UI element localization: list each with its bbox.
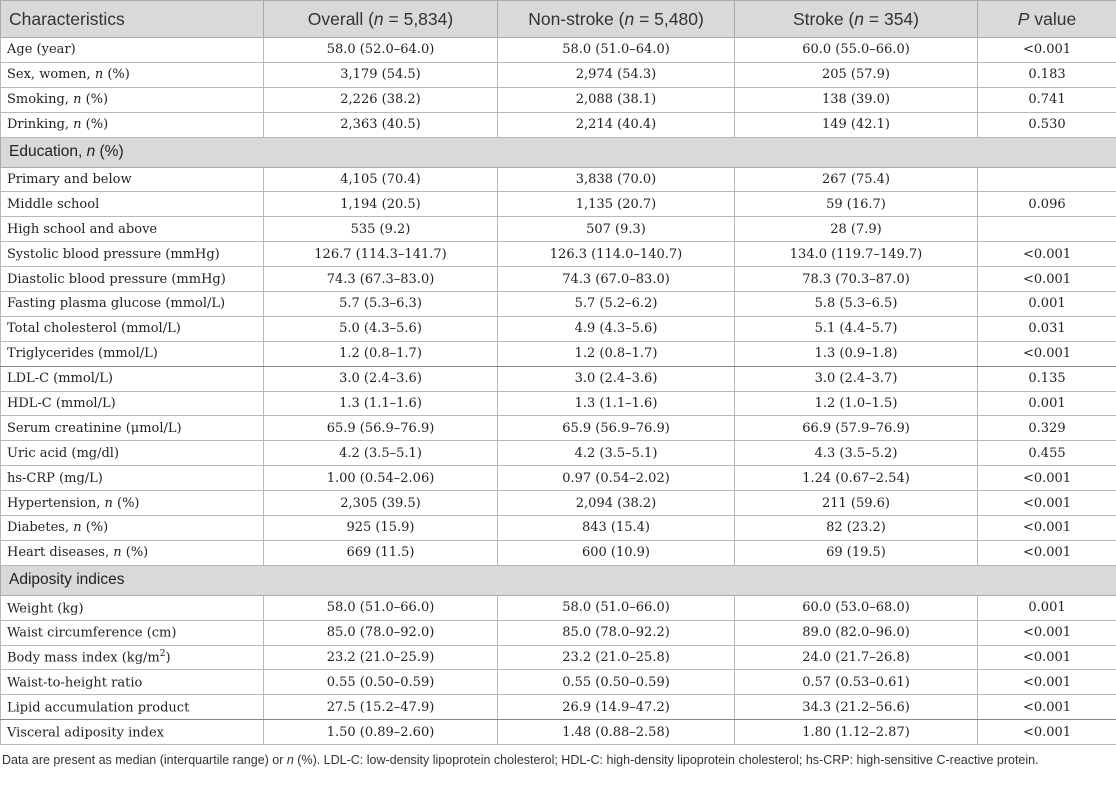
cell-p-value: 0.329 — [978, 416, 1116, 441]
cell-overall: 2,305 (39.5) — [264, 491, 498, 516]
cell-stroke: 1.2 (1.0–1.5) — [735, 391, 978, 416]
cell-nonstroke: 2,974 (54.3) — [498, 62, 735, 87]
row-label: Middle school — [1, 192, 264, 217]
cell-nonstroke: 85.0 (78.0–92.2) — [498, 620, 735, 645]
cell-nonstroke: 4.2 (3.5–5.1) — [498, 441, 735, 466]
table-row — [1, 62, 1116, 87]
row-label: Serum creatinine (μmol/L) — [1, 416, 264, 441]
cell-stroke: 4.3 (3.5–5.2) — [735, 441, 978, 466]
cell-p-value: <0.001 — [978, 466, 1116, 491]
cell-stroke: 1.24 (0.67–2.54) — [735, 466, 978, 491]
cell-overall: 5.7 (5.3–6.3) — [264, 292, 498, 317]
cell-stroke: 59 (16.7) — [735, 192, 978, 217]
cell-stroke: 1.3 (0.9–1.8) — [735, 341, 978, 366]
cell-overall: 925 (15.9) — [264, 516, 498, 541]
cell-p-value: <0.001 — [978, 267, 1116, 292]
section-title: Education, n (%) — [1, 137, 1116, 167]
cell-nonstroke: 1.2 (0.8–1.7) — [498, 341, 735, 366]
row-label: Hypertension, n (%) — [1, 491, 264, 516]
cell-stroke: 78.3 (70.3–87.0) — [735, 267, 978, 292]
cell-stroke: 34.3 (21.2–56.6) — [735, 695, 978, 720]
section-education — [1, 137, 1116, 167]
cell-overall: 1.00 (0.54–2.06) — [264, 466, 498, 491]
table-row — [1, 516, 1116, 541]
cell-nonstroke: 3.0 (2.4–3.6) — [498, 366, 735, 391]
cell-stroke: 89.0 (82.0–96.0) — [735, 620, 978, 645]
cell-stroke: 267 (75.4) — [735, 167, 978, 192]
cell-p-value: 0.135 — [978, 366, 1116, 391]
cell-stroke: 0.57 (0.53–0.61) — [735, 670, 978, 695]
row-label: High school and above — [1, 217, 264, 242]
cell-overall: 535 (9.2) — [264, 217, 498, 242]
cell-overall: 65.9 (56.9–76.9) — [264, 416, 498, 441]
table-row — [1, 341, 1116, 366]
cell-stroke: 138 (39.0) — [735, 87, 978, 112]
cell-p-value: <0.001 — [978, 645, 1116, 670]
cell-overall: 126.7 (114.3–141.7) — [264, 242, 498, 267]
table-header-row — [1, 1, 1116, 38]
table-row — [1, 466, 1116, 491]
table-row — [1, 695, 1116, 720]
table-row — [1, 720, 1116, 745]
cell-stroke: 211 (59.6) — [735, 491, 978, 516]
cell-stroke: 60.0 (55.0–66.0) — [735, 38, 978, 63]
header-p-value: P value — [978, 1, 1116, 38]
cell-nonstroke: 26.9 (14.9–47.2) — [498, 695, 735, 720]
cell-p-value: <0.001 — [978, 341, 1116, 366]
cell-p-value: 0.031 — [978, 316, 1116, 341]
cell-overall: 1,194 (20.5) — [264, 192, 498, 217]
row-label: HDL-C (mmol/L) — [1, 391, 264, 416]
row-label: Triglycerides (mmol/L) — [1, 341, 264, 366]
row-label: Visceral adiposity index — [1, 720, 264, 745]
cell-overall: 27.5 (15.2–47.9) — [264, 695, 498, 720]
cell-nonstroke: 58.0 (51.0–66.0) — [498, 595, 735, 620]
cell-overall: 85.0 (78.0–92.0) — [264, 620, 498, 645]
cell-nonstroke: 1.3 (1.1–1.6) — [498, 391, 735, 416]
table-row — [1, 217, 1116, 242]
cell-nonstroke: 0.55 (0.50–0.59) — [498, 670, 735, 695]
cell-p-value: <0.001 — [978, 720, 1116, 745]
table-row — [1, 87, 1116, 112]
cell-overall: 0.55 (0.50–0.59) — [264, 670, 498, 695]
cell-stroke: 28 (7.9) — [735, 217, 978, 242]
table-row — [1, 620, 1116, 645]
row-label: Lipid accumulation product — [1, 695, 264, 720]
cell-nonstroke: 58.0 (51.0–64.0) — [498, 38, 735, 63]
cell-overall: 1.2 (0.8–1.7) — [264, 341, 498, 366]
cell-overall: 23.2 (21.0–25.9) — [264, 645, 498, 670]
cell-p-value: <0.001 — [978, 242, 1116, 267]
cell-nonstroke: 600 (10.9) — [498, 540, 735, 565]
cell-overall: 2,363 (40.5) — [264, 112, 498, 137]
cell-overall: 2,226 (38.2) — [264, 87, 498, 112]
cell-nonstroke: 843 (15.4) — [498, 516, 735, 541]
row-label: Heart diseases, n (%) — [1, 540, 264, 565]
cell-p-value: <0.001 — [978, 516, 1116, 541]
cell-p-value: 0.001 — [978, 595, 1116, 620]
row-label: Weight (kg) — [1, 595, 264, 620]
row-label: Primary and below — [1, 167, 264, 192]
cell-overall: 1.50 (0.89–2.60) — [264, 720, 498, 745]
cell-p-value — [978, 167, 1116, 192]
header-characteristics: Characteristics — [1, 1, 264, 38]
table-row — [1, 167, 1116, 192]
row-label: Smoking, n (%) — [1, 87, 264, 112]
table-row — [1, 416, 1116, 441]
cell-overall: 74.3 (67.3–83.0) — [264, 267, 498, 292]
row-label: Diabetes, n (%) — [1, 516, 264, 541]
cell-overall: 5.0 (4.3–5.6) — [264, 316, 498, 341]
cell-stroke: 82 (23.2) — [735, 516, 978, 541]
row-label: hs-CRP (mg/L) — [1, 466, 264, 491]
row-label: Waist-to-height ratio — [1, 670, 264, 695]
table-row — [1, 316, 1116, 341]
cell-nonstroke: 74.3 (67.0–83.0) — [498, 267, 735, 292]
table-row — [1, 267, 1116, 292]
cell-stroke: 1.80 (1.12–2.87) — [735, 720, 978, 745]
row-label: Diastolic blood pressure (mmHg) — [1, 267, 264, 292]
header-nonstroke: Non-stroke (n = 5,480) — [498, 1, 735, 38]
cell-nonstroke: 0.97 (0.54–2.02) — [498, 466, 735, 491]
table-row — [1, 645, 1116, 670]
cell-nonstroke: 65.9 (56.9–76.9) — [498, 416, 735, 441]
cell-overall: 58.0 (52.0–64.0) — [264, 38, 498, 63]
cell-p-value: 0.096 — [978, 192, 1116, 217]
cell-overall: 4,105 (70.4) — [264, 167, 498, 192]
cell-nonstroke: 1.48 (0.88–2.58) — [498, 720, 735, 745]
table-row — [1, 112, 1116, 137]
cell-stroke: 69 (19.5) — [735, 540, 978, 565]
table-row — [1, 292, 1116, 317]
header-overall: Overall (n = 5,834) — [264, 1, 498, 38]
cell-p-value: 0.001 — [978, 292, 1116, 317]
cell-stroke: 24.0 (21.7–26.8) — [735, 645, 978, 670]
cell-p-value: <0.001 — [978, 540, 1116, 565]
cell-overall: 4.2 (3.5–5.1) — [264, 441, 498, 466]
cell-p-value — [978, 217, 1116, 242]
table-row — [1, 595, 1116, 620]
cell-stroke: 205 (57.9) — [735, 62, 978, 87]
cell-p-value: <0.001 — [978, 695, 1116, 720]
cell-overall: 3.0 (2.4–3.6) — [264, 366, 498, 391]
row-label: Drinking, n (%) — [1, 112, 264, 137]
table-row — [1, 391, 1116, 416]
cell-stroke: 134.0 (119.7–149.7) — [735, 242, 978, 267]
row-label: Systolic blood pressure (mmHg) — [1, 242, 264, 267]
cell-stroke: 5.1 (4.4–5.7) — [735, 316, 978, 341]
cell-nonstroke: 1,135 (20.7) — [498, 192, 735, 217]
row-label: Uric acid (mg/dl) — [1, 441, 264, 466]
cell-p-value: <0.001 — [978, 620, 1116, 645]
cell-p-value: <0.001 — [978, 670, 1116, 695]
cell-stroke: 60.0 (53.0–68.0) — [735, 595, 978, 620]
cell-nonstroke: 3,838 (70.0) — [498, 167, 735, 192]
header-stroke: Stroke (n = 354) — [735, 1, 978, 38]
row-label: LDL-C (mmol/L) — [1, 366, 264, 391]
cell-p-value: 0.183 — [978, 62, 1116, 87]
table-row — [1, 491, 1116, 516]
cell-stroke: 5.8 (5.3–6.5) — [735, 292, 978, 317]
cell-p-value: 0.741 — [978, 87, 1116, 112]
cell-stroke: 149 (42.1) — [735, 112, 978, 137]
cell-nonstroke: 126.3 (114.0–140.7) — [498, 242, 735, 267]
table-row — [1, 192, 1116, 217]
table-row — [1, 540, 1116, 565]
cell-overall: 3,179 (54.5) — [264, 62, 498, 87]
cell-p-value: 0.001 — [978, 391, 1116, 416]
cell-nonstroke: 23.2 (21.0–25.8) — [498, 645, 735, 670]
table-row — [1, 441, 1116, 466]
cell-nonstroke: 5.7 (5.2–6.2) — [498, 292, 735, 317]
cell-nonstroke: 507 (9.3) — [498, 217, 735, 242]
row-label: Age (year) — [1, 38, 264, 63]
row-label: Fasting plasma glucose (mmol/L) — [1, 292, 264, 317]
row-label: Sex, women, n (%) — [1, 62, 264, 87]
cell-stroke: 66.9 (57.9–76.9) — [735, 416, 978, 441]
cell-p-value: 0.455 — [978, 441, 1116, 466]
section-adiposity — [1, 565, 1116, 595]
table-row — [1, 242, 1116, 267]
row-label: Body mass index $(kg/m^2)$ — [1, 645, 264, 670]
cell-nonstroke: 2,088 (38.1) — [498, 87, 735, 112]
table-row — [1, 670, 1116, 695]
cell-nonstroke: 2,214 (40.4) — [498, 112, 735, 137]
section-title: Adiposity indices — [1, 565, 1116, 595]
cell-p-value: 0.530 — [978, 112, 1116, 137]
row-label: Total cholesterol (mmol/L) — [1, 316, 264, 341]
cell-p-value: <0.001 — [978, 491, 1116, 516]
cell-nonstroke: 4.9 (4.3–5.6) — [498, 316, 735, 341]
table-row — [1, 38, 1116, 63]
cell-overall: 669 (11.5) — [264, 540, 498, 565]
cell-overall: 1.3 (1.1–1.6) — [264, 391, 498, 416]
row-label: Waist circumference (cm) — [1, 620, 264, 645]
cell-p-value: <0.001 — [978, 38, 1116, 63]
table-footnote: Data are present as median (interquartile range) or n (%). LDL-C: low-density lipoprotein cholesterol; HDL-C: high-density lipoprotein cholesterol; hs-CRP: high-sensitive C-reactive protein. — [2, 753, 1039, 768]
cell-nonstroke: 2,094 (38.2) — [498, 491, 735, 516]
table-row — [1, 366, 1116, 391]
cell-overall: 58.0 (51.0–66.0) — [264, 595, 498, 620]
cell-stroke: 3.0 (2.4–3.7) — [735, 366, 978, 391]
